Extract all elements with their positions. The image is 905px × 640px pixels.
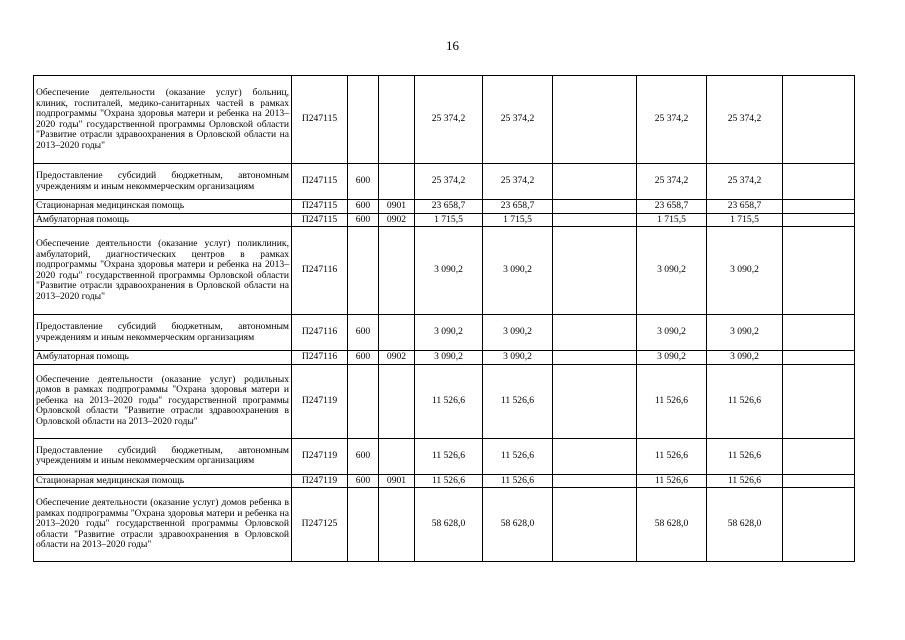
table-row (34, 351, 855, 365)
row-v6-cell (783, 76, 855, 164)
row-csr-cell: П247115 (292, 200, 348, 214)
row-csr-cell: П247115 (292, 76, 348, 164)
row-v1-cell: 11 526,6 (415, 438, 483, 474)
row-v2-cell: 11 526,6 (483, 438, 553, 474)
row-v2-cell: 3 090,2 (483, 315, 553, 351)
row-v6-cell (783, 213, 855, 227)
row-v2-cell: 11 526,6 (483, 474, 553, 488)
row-v1-cell: 11 526,6 (415, 474, 483, 488)
row-v5-cell: 3 090,2 (707, 351, 783, 365)
table-row (34, 76, 855, 164)
row-v4-cell: 3 090,2 (637, 315, 707, 351)
row-vr-cell (348, 364, 379, 438)
row-v2-cell: 3 090,2 (483, 351, 553, 365)
table-row (34, 200, 855, 214)
row-v4-cell: 3 090,2 (637, 351, 707, 365)
row-v4-cell: 23 658,7 (637, 200, 707, 214)
row-csr-cell: П247119 (292, 364, 348, 438)
row-csr-cell: П247116 (292, 351, 348, 365)
row-v4-cell: 11 526,6 (637, 364, 707, 438)
row-v4-cell: 1 715,5 (637, 213, 707, 227)
row-rz-cell (379, 76, 415, 164)
row-name-cell: Предоставление субсидий бюджетным, автономным учреждениям и иным некоммерческим организациям (34, 315, 292, 351)
row-v1-cell: 3 090,2 (415, 351, 483, 365)
row-name-cell: Обеспечение деятельности (оказание услуг) больниц, клиник, госпиталей, медико-санитарных частей в рамках подпрограммы "Охрана здоровья матери и ребенка на 2013–2020 годы" государственной программы Орловской области "Развитие отрасли здравоохранения в Орловской области на 2013–2020 годы" (34, 76, 292, 164)
row-v3-cell (553, 364, 637, 438)
table-row (34, 474, 855, 488)
table-row (34, 364, 855, 438)
row-vr-cell (348, 488, 379, 562)
row-v5-cell: 25 374,2 (707, 76, 783, 164)
row-csr-cell: П247115 (292, 213, 348, 227)
row-csr-cell: П247119 (292, 438, 348, 474)
row-rz-cell (379, 164, 415, 200)
row-rz-cell (379, 315, 415, 351)
row-v1-cell: 58 628,0 (415, 488, 483, 562)
row-name-cell: Стационарная медицинская помощь (34, 200, 292, 214)
row-v1-cell: 25 374,2 (415, 76, 483, 164)
row-v1-cell: 3 090,2 (415, 227, 483, 315)
row-v6-cell (783, 315, 855, 351)
row-v2-cell: 3 090,2 (483, 227, 553, 315)
row-rz-cell: 0901 (379, 200, 415, 214)
row-name-cell: Обеспечение деятельности (оказание услуг) родильных домов в рамках подпрограммы "Охрана здоровья матери и ребенка на 2013–2020 годы" государственной программы Орловской области "Развитие отрасли здравоохранения в Орловской области на 2013–2020 годы" (34, 364, 292, 438)
row-v5-cell: 11 526,6 (707, 474, 783, 488)
row-v6-cell (783, 474, 855, 488)
row-v2-cell: 23 658,7 (483, 200, 553, 214)
row-v5-cell: 58 628,0 (707, 488, 783, 562)
table-row (34, 164, 855, 200)
table-row (34, 315, 855, 351)
row-name-cell: Предоставление субсидий бюджетным, автономным учреждениям и иным некоммерческим организациям (34, 164, 292, 200)
row-name-cell: Амбулаторная помощь (34, 213, 292, 227)
row-v1-cell: 11 526,6 (415, 364, 483, 438)
row-name-cell: Амбулаторная помощь (34, 351, 292, 365)
row-csr-cell: П247115 (292, 164, 348, 200)
row-v3-cell (553, 227, 637, 315)
row-v1-cell: 1 715,5 (415, 213, 483, 227)
row-v2-cell: 25 374,2 (483, 164, 553, 200)
row-rz-cell (379, 438, 415, 474)
row-v6-cell (783, 438, 855, 474)
row-rz-cell: 0901 (379, 474, 415, 488)
row-vr-cell (348, 227, 379, 315)
row-rz-cell (379, 227, 415, 315)
row-vr-cell: 600 (348, 351, 379, 365)
row-vr-cell (348, 76, 379, 164)
row-v5-cell: 11 526,6 (707, 364, 783, 438)
budget-table (33, 75, 855, 562)
row-v6-cell (783, 351, 855, 365)
table-row (34, 438, 855, 474)
row-v6-cell (783, 488, 855, 562)
table-row (34, 488, 855, 562)
row-v1-cell: 23 658,7 (415, 200, 483, 214)
row-name-cell: Обеспечение деятельности (оказание услуг) домов ребенка в рамках подпрограммы "Охрана здоровья матери и ребенка на 2013–2020 годы" государственной программы Орловской области "Развитие отрасли здравоохранения в Орловской области на 2013–2020 годы" (34, 488, 292, 562)
row-vr-cell: 600 (348, 315, 379, 351)
row-rz-cell (379, 488, 415, 562)
row-v5-cell: 23 658,7 (707, 200, 783, 214)
row-vr-cell: 600 (348, 213, 379, 227)
row-v4-cell: 11 526,6 (637, 474, 707, 488)
row-v5-cell: 25 374,2 (707, 164, 783, 200)
table-row (34, 227, 855, 315)
row-v1-cell: 3 090,2 (415, 315, 483, 351)
row-v5-cell: 3 090,2 (707, 315, 783, 351)
row-vr-cell: 600 (348, 164, 379, 200)
row-rz-cell (379, 364, 415, 438)
row-v2-cell: 58 628,0 (483, 488, 553, 562)
row-v4-cell: 25 374,2 (637, 76, 707, 164)
row-rz-cell: 0902 (379, 213, 415, 227)
row-v4-cell: 3 090,2 (637, 227, 707, 315)
row-name-cell: Стационарная медицинская помощь (34, 474, 292, 488)
row-vr-cell: 600 (348, 200, 379, 214)
row-v6-cell (783, 200, 855, 214)
row-v3-cell (553, 76, 637, 164)
row-csr-cell: П247116 (292, 227, 348, 315)
row-v6-cell (783, 164, 855, 200)
row-rz-cell: 0902 (379, 351, 415, 365)
row-v3-cell (553, 488, 637, 562)
row-csr-cell: П247119 (292, 474, 348, 488)
row-v2-cell: 11 526,6 (483, 364, 553, 438)
row-csr-cell: П247116 (292, 315, 348, 351)
row-v3-cell (553, 200, 637, 214)
row-v4-cell: 25 374,2 (637, 164, 707, 200)
row-csr-cell: П247125 (292, 488, 348, 562)
row-v3-cell (553, 351, 637, 365)
row-v5-cell: 3 090,2 (707, 227, 783, 315)
row-name-cell: Предоставление субсидий бюджетным, автономным учреждениям и иным некоммерческим организациям (34, 438, 292, 474)
row-vr-cell: 600 (348, 438, 379, 474)
row-v5-cell: 11 526,6 (707, 438, 783, 474)
table-row (34, 213, 855, 227)
row-v3-cell (553, 474, 637, 488)
row-v4-cell: 58 628,0 (637, 488, 707, 562)
row-v3-cell (553, 438, 637, 474)
row-v5-cell: 1 715,5 (707, 213, 783, 227)
row-v1-cell: 25 374,2 (415, 164, 483, 200)
row-v4-cell: 11 526,6 (637, 438, 707, 474)
row-name-cell: Обеспечение деятельности (оказание услуг) поликлиник, амбулаторий, диагностических центров в рамках подпрограммы "Охрана здоровья матери и ребенка на 2013–2020 годы" государственной программы Орловской области "Развитие отрасли здравоохранения в Орловской области на 2013–2020 годы" (34, 227, 292, 315)
row-v3-cell (553, 164, 637, 200)
row-v3-cell (553, 213, 637, 227)
row-v2-cell: 1 715,5 (483, 213, 553, 227)
page-number: 16 (446, 38, 459, 53)
row-v2-cell: 25 374,2 (483, 76, 553, 164)
row-v6-cell (783, 364, 855, 438)
row-vr-cell: 600 (348, 474, 379, 488)
row-v3-cell (553, 315, 637, 351)
row-v6-cell (783, 227, 855, 315)
